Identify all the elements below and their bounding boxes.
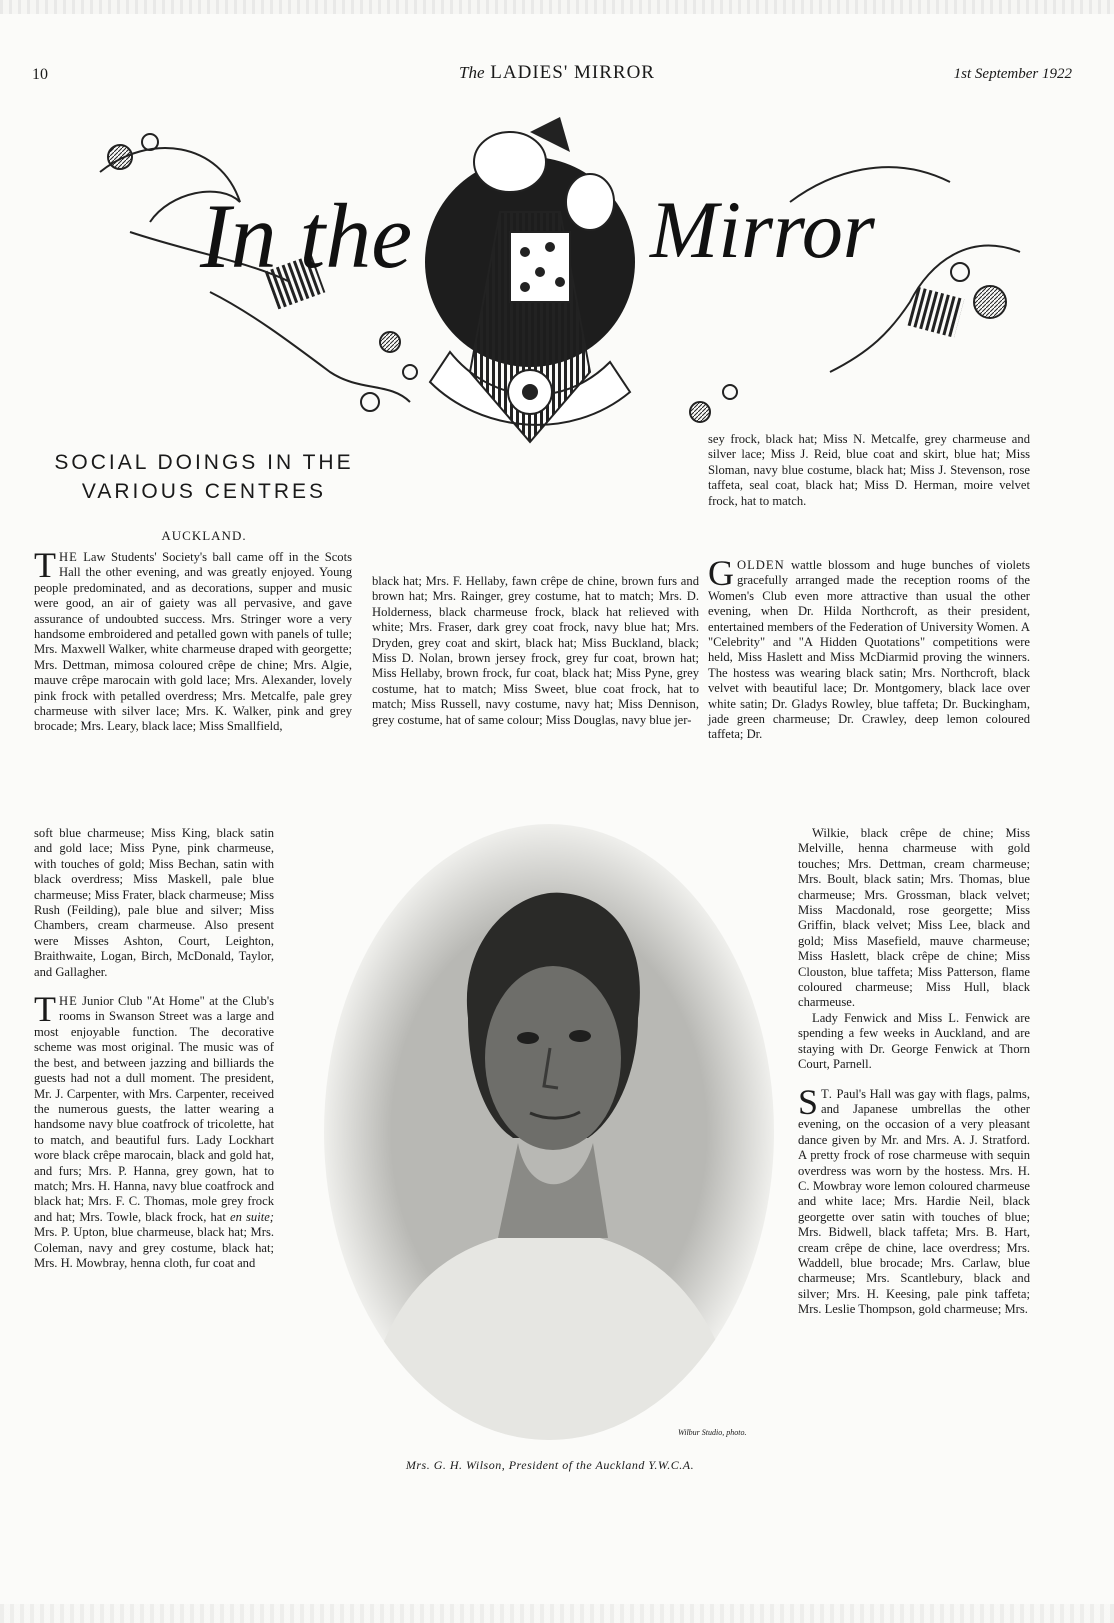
dropcap: T <box>34 989 56 1030</box>
issue-date: 1st September 1922 <box>953 66 1072 82</box>
paragraph-law-students-ball-cont: soft blue charmeuse; Miss King, black satin and gold lace; Miss Pyne, pink charmeuse, with touches of gold; Miss Bechan, satin with black overdress; Miss Maskell, pale blue charmeuse; Miss Frater, black charmeuse; Miss Rush (Feilding), pale blue and silver; Miss Chambers, cream charmeuse. Also present were Misses Ashton, Court, Leighton, Braithwaite, Logan, Birch, McDonald, Taylor, and Gallagher. <box>34 826 274 979</box>
title-illustration <box>90 112 1030 452</box>
photo-caption: Mrs. G. H. Wilson, President of the Auckland Y.W.C.A. <box>405 1458 695 1472</box>
column-right-middle <box>708 553 1030 757</box>
article-heading: SOCIAL DOINGS IN THE VARIOUS CENTRES <box>54 451 354 503</box>
photo-credit: Wilbur Studio, photo. <box>678 1428 747 1437</box>
paragraph-guest-list: black hat; Mrs. F. Hellaby, fawn crêpe de chine, brown furs and brown hat; Mrs. Rainger, grey costume, hat to match; Mrs. D. Holderness, black charmeuse frock, black hat relieved with white; Mrs. Fraser, dark grey coat frock, navy blue hat; Mrs. Dryden, grey coat and skirt, black hat; Miss Buckland, black; Miss D. Nolan, brown jersey frock, grey fur coat, brown hat; Miss Hellaby, brown frock, fur coat, black hat; Miss Pyne, grey costume, hat to match; Miss Sweet, blue coat frock, hat to match; Miss Russell, navy costume, navy hat; Miss Dennison, grey costume, hat of same colour; Miss Douglas, navy blue jer- <box>372 574 699 727</box>
page-number: 10 <box>32 66 48 83</box>
paragraph-fenwick: Lady Fenwick and Miss L. Fenwick are spending a few weeks in Auckland, and are staying with Dr. George Fenwick at Thorn Court, Parnell. <box>798 1010 1030 1072</box>
portrait-image <box>318 818 780 1446</box>
masthead <box>0 62 1114 84</box>
column-right-upper <box>708 432 1030 523</box>
paragraph-junior-club: THE Junior Club "At Home" at the Club's rooms in Swanson Street was a large and most enjoyable function. The decorative scheme was most original. The music was of the best, and between jazzing and billiards the guests had not a dull moment. The president, Mr. J. Carpenter, with Mrs. Carpenter, received the numerous guests, the latter wearing a handsome navy blue coatfrock of tricolette, hat to match, and beautiful furs. Lady Lockhart wore black crêpe marocain, black and gold hat, and furs; Mrs. P. Hanna, grey gown, hat to match; Mrs. H. Hanna, navy blue coatfrock and black hat; Mrs. F. C. Thomas, mole grey frock and hat; Mrs. Towle, black frock, hat en suite; Mrs. P. Upton, blue charmeuse, black hat; Mrs. Coleman, navy and grey costume, black hat; Mrs. H. Mowbray, henna cloth, fur coat and <box>34 989 274 1270</box>
dropcap: G <box>708 553 734 593</box>
scan-edge-top <box>0 0 1114 14</box>
masthead-the: The <box>459 63 485 82</box>
column-right-lower <box>798 826 1030 1332</box>
column-middle <box>372 574 699 742</box>
scan-edge-bottom <box>0 1604 1114 1623</box>
column-left-lower <box>34 826 274 1285</box>
medallion-lady-illustration <box>425 117 635 442</box>
in-the-mirror-title-art <box>90 112 1030 452</box>
paragraph-womens-club: GOLDEN wattle blossom and huge bunches of violets gracefully arranged made the reception rooms of the Women's Club even more attractive than usual the other evening, when Dr. Hilda Northcroft, as their president, entertained members of the Federation of University Women. A "Celebrity" and "A Hidden Quotations" competitions were held, Miss Haslett and Miss McDiarmid proving the winners. The hostess was wearing black satin; Mrs. Northcroft, black velvet with beautiful lace; Dr. Montgomery, black lace over white satin; Dr. Gladys Rowley, blue taffeta; Dr. Buckingham, jade green charmeuse; Dr. Crawley, deep lemon coloured taffeta; Dr. <box>708 553 1030 742</box>
paragraph-st-pauls-hall: S T. Paul's Hall was gay with flags, palms, and Japanese umbrellas the other evening, on the occasion of a very pleasant dance given by Mr. and Mrs. A. J. Stratford. A pretty frock of rose charmeuse with sequin overdress was worn by the hostess. Mrs. H. C. Mowbray wore lemon coloured charmeuse and white lace; Mrs. Hardie Neil, black georgette over satin with touches of blue; Mrs. Bidwell, black taffeta; Mrs. B. Hart, cream crêpe de chine, lace overdress; Mrs. Waddell, blue brocade; Mrs. Carlaw, blue charmeuse; Mrs. Scantlebury, black and silver; Mrs. H. Keesing, pale pink taffeta; Mrs. Leslie Thompson, gold charmeuse; Mrs. <box>798 1081 1030 1317</box>
title-mirror: Mirror <box>650 184 875 275</box>
column-left-upper <box>34 545 352 749</box>
region-subheading: AUCKLAND. <box>161 528 247 543</box>
title-in-the: In the <box>200 185 413 287</box>
masthead-title: LADIES' MIRROR <box>490 62 655 83</box>
paragraph-law-students-ball: THE Law Students' Society's ball came off in the Scots Hall the other evening, and was greatly enjoyed. Young people predominated, and as decorations, supper and music were good, an air of gaiety was all pervasive, and gave assurance of undoubted success. Mrs. Stringer wore a very handsome embroidered and petalled gown with panels of tulle; Mrs. Maxwell Walker, white charmeuse draped with georgette; Mrs. Dettman, mimosa coloured crêpe de chine; Mrs. Algie, mauve crêpe marocain with gold lace; Mrs. Alexander, lovely pink frock with petalled overdress; Mrs. Metcalfe, pale grey charmeuse with silver lace; Mrs. K. Walker, pink and grey brocade; Mrs. Leary, black lace; Miss Smallfield, <box>34 545 352 734</box>
dropcap: S <box>798 1081 819 1122</box>
paragraph-womens-club-cont: Wilkie, black crêpe de chine; Miss Melville, henna charmeuse with gold touches; Mrs. Dettman, cream charmeuse; Mrs. Boult, black satin; Mrs. Thomas, blue charmeuse; Mrs. Grossman, black velvet; Miss Macdonald, rose georgette; Miss Griffin, black velvet; Miss Lee, black and gold; Miss Masefield, mauve charmeuse; Miss Haslett, black crêpe de chine; Miss Clouston, blue taffeta; Miss Patterson, flame coloured charmeuse; Miss Hull, black charmeuse. <box>798 826 1030 1010</box>
dropcap: T <box>34 545 56 585</box>
portrait-photo <box>318 818 780 1446</box>
paragraph-guest-list-cont: sey frock, black hat; Miss N. Metcalfe, grey charmeuse and silver lace; Miss J. Reid, blue coat and skirt, blue hat; Miss Sloman, navy blue costume, black hat; Miss J. Stevenson, rose taffeta, seal coat, black hat; Miss D. Herman, moire velvet frock, hat to match. <box>708 432 1030 508</box>
